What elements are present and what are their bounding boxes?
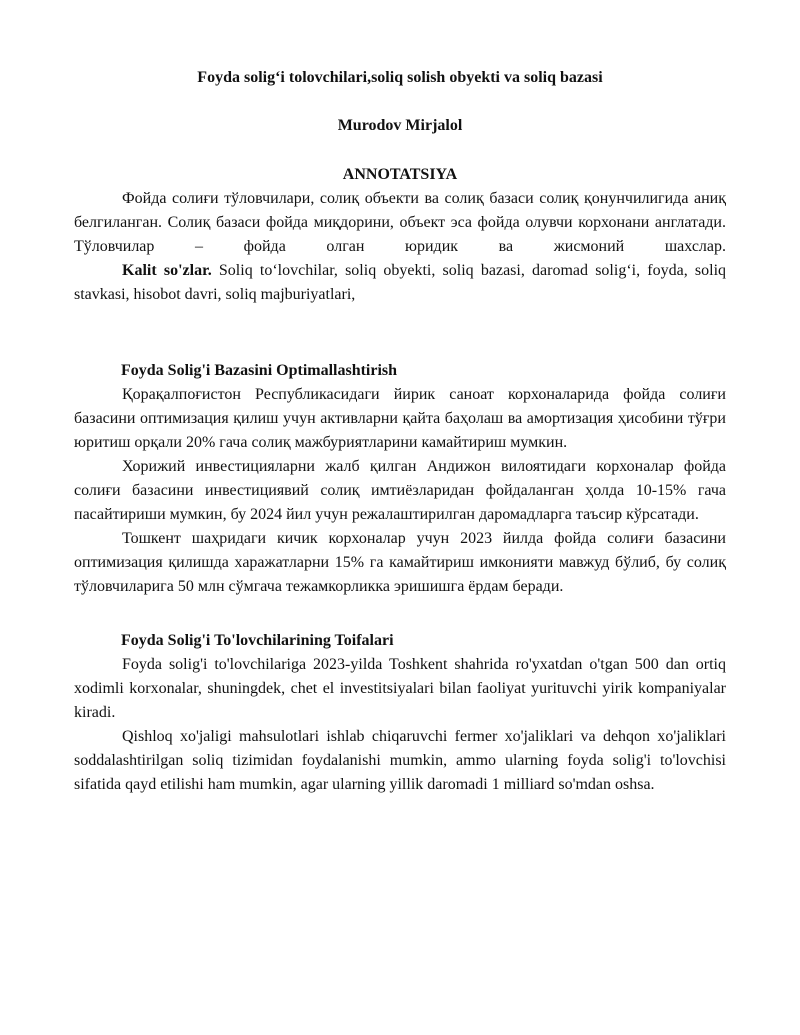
section-heading-optimization: Foyda Solig'i Bazasini Optimallashtirish — [121, 362, 398, 379]
keywords-text: Soliq to‘lovchilar, soliq obyekti, soliq bazasi, daromad solig‘i, foyda, soliq stavkasi, hisobot davri, soliq majburiyatlari, — [74, 262, 727, 303]
section1-paragraph: Тошкент шаҳридаги кичик корхоналар учун 2023 йилда фойда солиғи базасини оптимизация қилишда харажатларни 15% га камайтириш имконияти мавжуд бўлиб, бу солиқ тўловчиларига 50 млн сўмгача тежамкорликка эришишга ёрдам беради. — [74, 530, 726, 595]
section1-paragraph: Хорижий инвестицияларни жалб қилган Андижон вилоятидаги корхоналар фойда солиғи базасини инвестициявий солиқ имтиёзларидан фойдаланган ҳолда 10-15% гача пасайтириши мумкин, бу 2024 йил учун режалаштирилган даромадларга таъсир кўрсатади. — [74, 458, 726, 523]
section2-paragraph: Foyda solig'i to'lovchilariga 2023-yilda Toshkent shahrida ro'yxatdan o'tgan 500 dan ortiq xodimli korxonalar, shuningdek, chet el investitsiyalari bilan faoliyat yurituvchi yirik kompaniyalar kiradi. — [74, 656, 726, 721]
section1-paragraph: Қорақалпоғистон Республикасидаги йирик саноат корхоналарида фойда солиғи базасини оптимизация қилиш учун активларни қайта баҳолаш ва амортизация ҳисобини тўғри юритиш орқали 20% гача солиқ мажбуриятларини камайтириш мумкин. — [74, 386, 726, 451]
section2-paragraph: Qishloq xo'jaligi mahsulotlari ishlab chiqaruvchi fermer xo'jaliklari va dehqon xo'jaliklari soddalashtirilgan soliq tizimidan foydalanishi mumkin, ammo ularning foyda solig'i to'lovchisi sifatida qayd etilishi ham mumkin, agar ularning yillik daromadi 1 milliard so'mdan oshsa. — [74, 728, 726, 793]
annotation-text: Фойда солиғи тўловчилари, солиқ объекти ва солиқ базаси солиқ қонунчилигида аниқ белгиланган. Солиқ базаси фойда миқдорини, объект эса фойда олувчи корхонани англатади. Тўловчилар – фойда олган юридик ва жисмоний шахслар. — [74, 190, 726, 255]
author-name: Murodov Mirjalol — [337, 117, 463, 134]
section-heading-categories: Foyda Solig'i To'lovchilarining Toifalari — [121, 632, 394, 649]
keywords-paragraph — [74, 259, 726, 307]
annotation-heading: ANNOTATSIYA — [342, 166, 458, 183]
document-title: Foyda solig‘i tolovchilari,soliq solish obyekti va soliq bazasi — [197, 69, 603, 86]
keywords-label: Kalit so'zlar. — [122, 262, 212, 279]
